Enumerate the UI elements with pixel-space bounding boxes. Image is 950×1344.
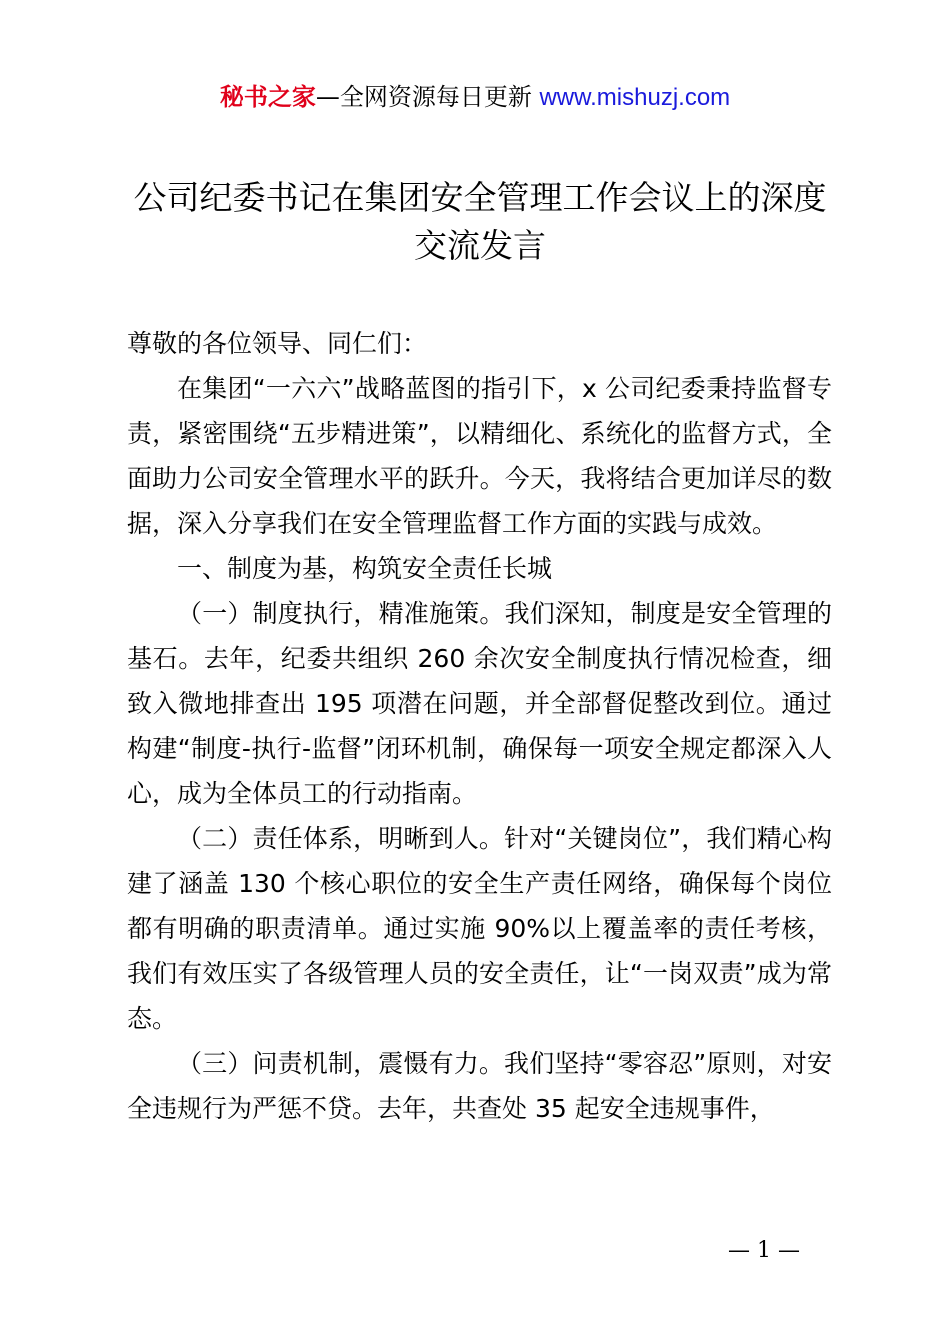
item-paragraph-3: （三）问责机制，震慑有力。我们坚持“零容忍”原则，对安全违规行为严惩不贷。去年，共查处 35 起安全违规事件，	[127, 1049, 832, 1123]
greeting-paragraph: 尊敬的各位领导、同仁们：	[127, 329, 428, 358]
document-body	[127, 321, 832, 1131]
site-url-link[interactable]: www.mishuzj.com	[539, 84, 731, 111]
intro-paragraph: 在集团“一六六”战略蓝图的指引下，x 公司纪委秉持监督专责，紧密围绕“五步精进策”，以精细化、系统化的监督方式，全面助力公司安全管理水平的跃升。今天，我将结合更加详尽的数据，深入分享我们在安全管理监督工作方面的实践与成效。	[127, 374, 832, 538]
page-number: — 1 —	[728, 1238, 800, 1263]
item-paragraph-2: （二）责任体系，明晰到人。针对“关键岗位”，我们精心构建了涵盖 130 个核心职位的安全生产责任网络，确保每个岗位都有明确的职责清单。通过实施 90%以上覆盖率的责任考核，我们有效压实了各级管理人员的安全责任，让“一岗双责”成为常态。	[127, 824, 832, 1033]
header-tagline: —全网资源每日更新	[315, 83, 540, 111]
page-footer	[0, 1236, 950, 1266]
section-heading: 一、制度为基，构筑安全责任长城	[177, 554, 553, 583]
site-header	[0, 80, 950, 115]
item-paragraph-1: （一）制度执行，精准施策。我们深知，制度是安全管理的基石。去年，纪委共组织 260 余次安全制度执行情况检查，细致入微地排查出 195 项潜在问题，并全部督促整改到位。通过构建“制度-执行-监督”闭环机制，确保每一项安全规定都深入人心，成为全体员工的行动指南。	[127, 599, 832, 808]
brand-name: 秘书之家	[219, 83, 316, 111]
document-title: 公司纪委书记在集团安全管理工作会议上的深度交流发言	[133, 178, 827, 265]
